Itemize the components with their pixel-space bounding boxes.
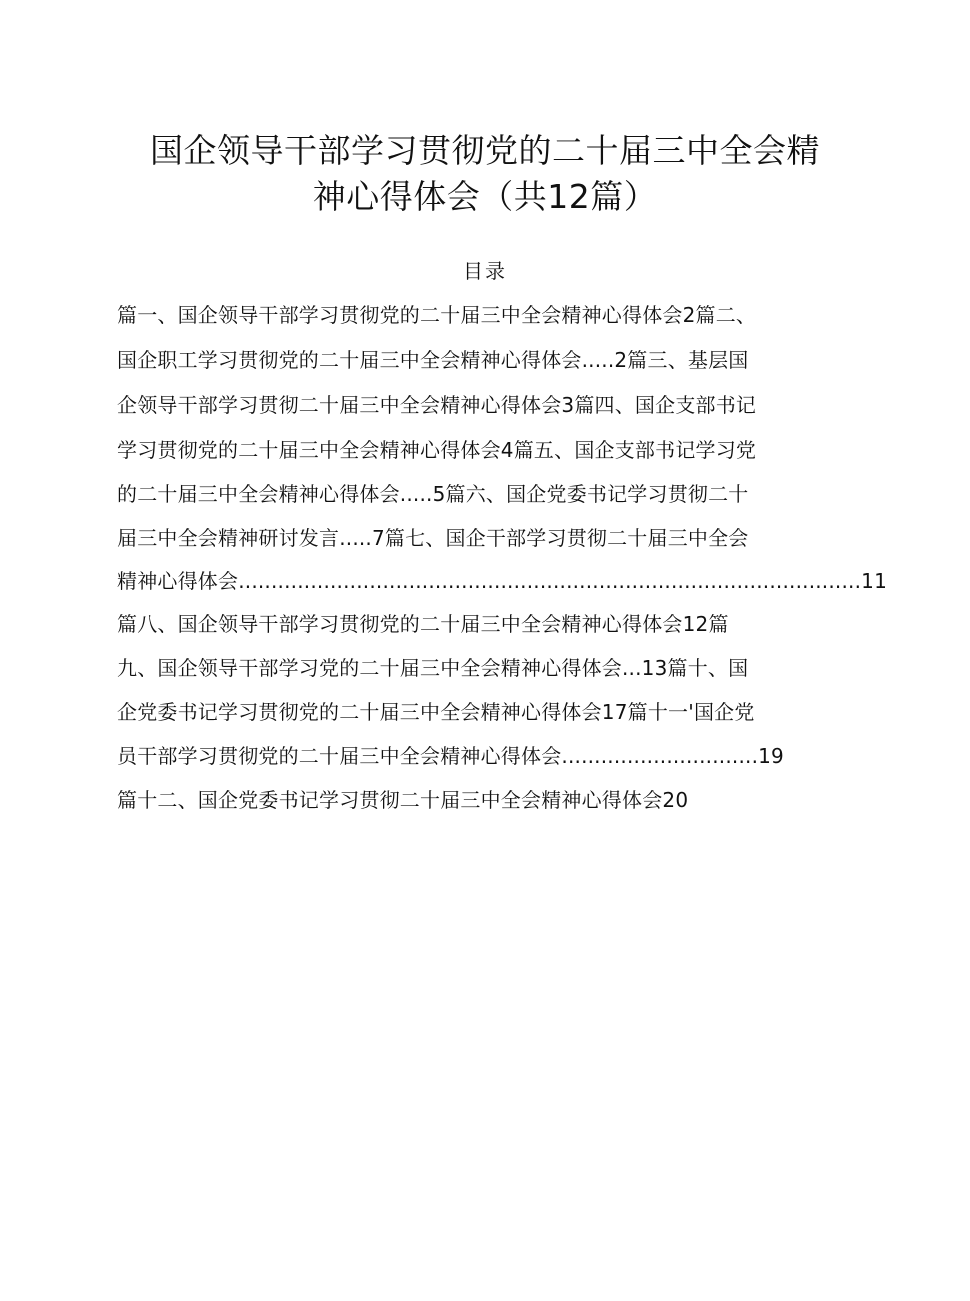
toc-line: 企党委书记学习贯彻党的二十届三中全会精神心得体会17篇十一'国企党	[117, 700, 755, 724]
toc-line: 篇一、国企领导干部学习贯彻党的二十届三中全会精神心得体会2篇二、	[117, 303, 757, 327]
toc-line: 学习贯彻党的二十届三中全会精神心得体会4篇五、国企支部书记学习党	[117, 438, 757, 462]
toc-line: 篇八、国企领导干部学习贯彻党的二十届三中全会精神心得体会12篇	[117, 612, 729, 636]
toc-line: 篇十二、国企党委书记学习贯彻二十届三中全会精神心得体会20	[117, 788, 689, 812]
toc-line: 企领导干部学习贯彻二十届三中全会精神心得体会3篇四、国企支部书记	[117, 393, 757, 417]
toc-heading: 目录	[463, 259, 507, 283]
toc-line: 九、国企领导干部学习党的二十届三中全会精神心得体会...13篇十、国	[117, 656, 749, 680]
toc-line: 精神心得体会...............................................................................................11	[117, 569, 888, 593]
toc-line: 届三中全会精神研讨发言.....7篇七、国企干部学习贯彻二十届三中全会	[117, 526, 749, 550]
toc-line: 员干部学习贯彻党的二十届三中全会精神心得体会..............................19	[117, 744, 784, 768]
document-title-line-2: 神心得体会（共12篇）	[312, 177, 658, 216]
toc-line: 国企职工学习贯彻党的二十届三中全会精神心得体会.....2篇三、基层国	[117, 348, 749, 372]
toc-line: 的二十届三中全会精神心得体会.....5篇六、国企党委书记学习贯彻二十	[117, 482, 749, 506]
document-title-line-1: 国企领导干部学习贯彻党的二十届三中全会精	[150, 131, 820, 170]
